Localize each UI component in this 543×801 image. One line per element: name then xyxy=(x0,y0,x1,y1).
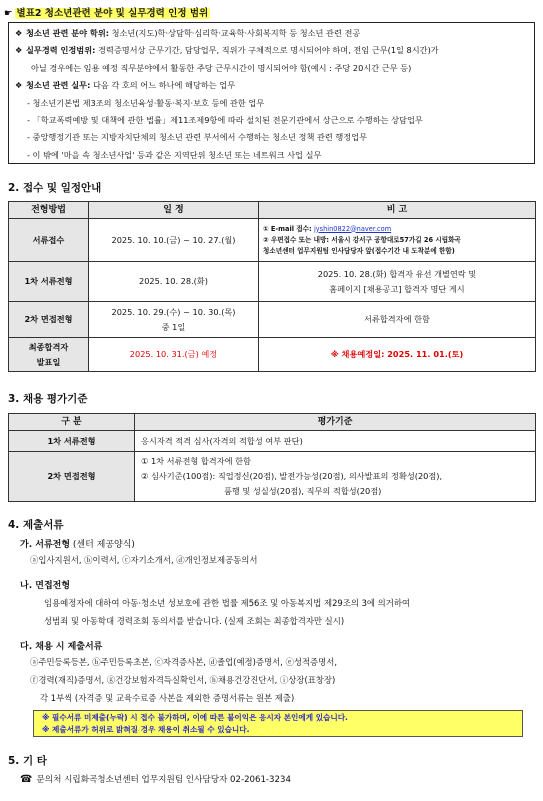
subsection-head: 가. 서류전형 xyxy=(20,540,71,550)
table-row xyxy=(9,219,536,262)
warning-line: ※ 제출서류가 허위로 밝혀질 경우 채용이 취소될 수 있습니다. xyxy=(42,725,250,734)
evaluation-table xyxy=(8,413,536,502)
criteria-line: 품행 및 성실성(20점), 직무의 적합성(20점) xyxy=(224,486,382,496)
header-note: 비 고 xyxy=(259,202,536,219)
note-cell xyxy=(259,262,536,302)
schedule-cell: 2025. 10. 28.(화) xyxy=(89,262,259,302)
subsection-note: (센터 제공양식) xyxy=(70,540,135,550)
header-schedule: 일 정 xyxy=(89,202,259,219)
schedule-header-row xyxy=(9,202,536,219)
evaluation-header-row xyxy=(9,414,536,431)
criteria-line: ① 1차 서류전형 합격자에 한함 xyxy=(141,456,251,466)
document-list: ⓐ입사지원서, ⓑ이력서, ⓒ자기소개서, ⓓ개인정보제공동의서 xyxy=(30,555,258,565)
schedule-table xyxy=(8,201,536,372)
method-line: 최종합격자 xyxy=(28,341,69,352)
email-label: ① E-mail 접수: xyxy=(263,224,314,233)
criteria-line: ② 심사기준(100점): 직업정신(20점), 발전가능성(20점), 의사발표의 정확성(20점), xyxy=(141,471,443,481)
table-row xyxy=(9,262,536,302)
schedule-cell: 2025. 10. 31.(금) 예정 xyxy=(89,338,259,372)
note-cell: 서류합격자에 한함 xyxy=(259,302,536,338)
section2-title: 2. 접수 및 일정안내 xyxy=(8,182,102,194)
annex-title-text: 별표2 청소년관련 분야 및 실무경력 인정 범위 xyxy=(16,8,209,19)
criteria-text: 다음 각 호의 어느 하나에 해당하는 업무 xyxy=(90,80,236,91)
diamond-bullet-icon: ❖ xyxy=(15,45,23,56)
criteria-head: 실무경력 인정범위: xyxy=(26,45,96,56)
criteria-item: - 중앙행정기관 또는 지방자치단체의 청소년 관련 부서에서 수행하는 청소년 정책 관련 행정업무 xyxy=(27,132,368,143)
criteria-cell xyxy=(135,452,536,502)
note-cell xyxy=(259,219,536,262)
criteria-row xyxy=(15,77,528,94)
email-link[interactable]: jyshin0822@naver.com xyxy=(313,224,392,233)
criteria-item: - 청소년기본법 제3조의 청소년육성·활동·복지·보호 등에 관한 업무 xyxy=(27,97,265,108)
section5-title: 5. 기 타 xyxy=(8,755,47,767)
annex-title xyxy=(4,5,210,19)
method-cell: 서류접수 xyxy=(9,219,89,262)
phone-icon: ☎ xyxy=(20,774,33,785)
diamond-bullet-icon: ❖ xyxy=(15,80,23,91)
note-line: 홈페이지 [채용공고] 합격자 명단 게시 xyxy=(329,283,465,294)
header-criteria: 평가기준 xyxy=(135,414,536,431)
criteria-item: - 이 밖에 '마을 속 청소년사업' 등과 같은 지역단위 청소년 또는 네트워크 사업 실무 xyxy=(27,149,322,160)
method-cell: 2차 면접전형 xyxy=(9,302,89,338)
pointing-hand-icon: ☛ xyxy=(4,8,13,19)
header-method: 전형방법 xyxy=(9,202,89,219)
table-row xyxy=(9,302,536,338)
hiring-documents-line: ⓕ경력(재직)증명서, ⓖ건강보험자격득실확인서, ⓗ채용건강진단서, ⓘ상장(표창장) xyxy=(30,675,336,685)
interview-text: 성범죄 및 아동학대 경력조회 동의서를 받습니다. (실제 조회는 최종합격자만 실시) xyxy=(44,616,345,626)
method-cell xyxy=(9,338,89,372)
hiring-documents-line: 각 1부씩 (자격증 및 교육수료증 사본을 제외한 증명서류는 원본 제출) xyxy=(40,693,295,703)
post-note: ② 우편접수 또는 내방: 서울시 강서구 공항대로57가길 26 시립화곡 xyxy=(263,235,461,244)
interview-text: 임용예정자에 대하여 아동·청소년 성보호에 관한 법률 제56조 및 아동복지법 제29조의 3에 의거하여 xyxy=(44,598,411,608)
diamond-bullet-icon: ❖ xyxy=(15,28,23,38)
hiring-documents-line: ⓐ주민등록등본, ⓑ주민등록초본, ⓒ자격증사본, ⓓ졸업(예정)증명서, ⓔ성적증명서, xyxy=(30,657,337,667)
subsection-document-screening xyxy=(20,537,135,550)
method-line: 발표일 xyxy=(36,356,61,367)
post-note-cont: 청소년센터 업무지원팀 인사담당자 앞(접수기간 내 도착분에 한함) xyxy=(263,246,455,255)
schedule-line: 중 1일 xyxy=(161,321,186,332)
criteria-head: 청소년 관련 실무: xyxy=(26,80,91,91)
method-cell: 1차 서류전형 xyxy=(9,262,89,302)
contact-text: 문의처 시립화곡청소년센터 업무지원팀 인사담당자 02-2061-3234 xyxy=(36,775,291,785)
subsection-interview: 나. 면접전형 xyxy=(20,581,71,591)
stage-cell: 2차 면접전형 xyxy=(9,452,135,502)
criteria-cell: 응시자격 적격 심사(자격의 적합성 여부 판단) xyxy=(135,431,536,452)
schedule-cell: 2025. 10. 10.(금) ~ 10. 27.(월) xyxy=(89,219,259,262)
table-row xyxy=(9,431,536,452)
header-stage: 구 분 xyxy=(9,414,135,431)
table-row xyxy=(9,338,536,372)
warning-line: ※ 필수서류 미제출(누락) 시 접수 불가하며, 이에 따른 불이익은 응시자 본인에게 있습니다. xyxy=(42,713,348,722)
section4-title: 4. 제출서류 xyxy=(8,519,64,531)
note-cell: ※ 채용예정일: 2025. 11. 01.(토) xyxy=(259,338,536,372)
criteria-text: 청소년(지도)학·상담학·심리학·교육학·사회복지학 등 청소년 관련 전공 xyxy=(109,28,361,38)
contact-line xyxy=(20,773,291,785)
criteria-row xyxy=(15,25,528,42)
warning-box xyxy=(33,710,523,737)
section3-title: 3. 채용 평가기준 xyxy=(8,393,88,405)
note-line: 2025. 10. 28.(화) 합격자 유선 개별연락 및 xyxy=(317,268,477,279)
criteria-row xyxy=(15,42,528,59)
criteria-item: - 「학교폭력예방 및 대책에 관한 법률」제11조제9항에 따라 설치된 전문기관에서 상근으로 수행하는 상담업무 xyxy=(27,115,423,126)
subsection-hiring-documents: 다. 채용 시 제출서류 xyxy=(20,642,103,652)
criteria-row-continued: 아닐 경우에는 임용 예정 직무분야에서 활동한 주당 근무시간이 명시되어야 함(예시 : 주당 20시간 근무 등) xyxy=(31,62,412,73)
criteria-head: 청소년 관련 분야 학위: xyxy=(26,28,110,38)
table-row xyxy=(9,452,536,502)
criteria-text: 경력증명서상 근무기간, 담당업무, 직위가 구체적으로 명시되어야 하며, 전임 근무(1일 8시간)가 xyxy=(95,45,439,56)
stage-cell: 1차 서류전형 xyxy=(9,431,135,452)
schedule-line: 2025. 10. 29.(수) ~ 10. 30.(목) xyxy=(111,306,236,317)
schedule-cell xyxy=(89,302,259,338)
criteria-box xyxy=(8,22,535,164)
